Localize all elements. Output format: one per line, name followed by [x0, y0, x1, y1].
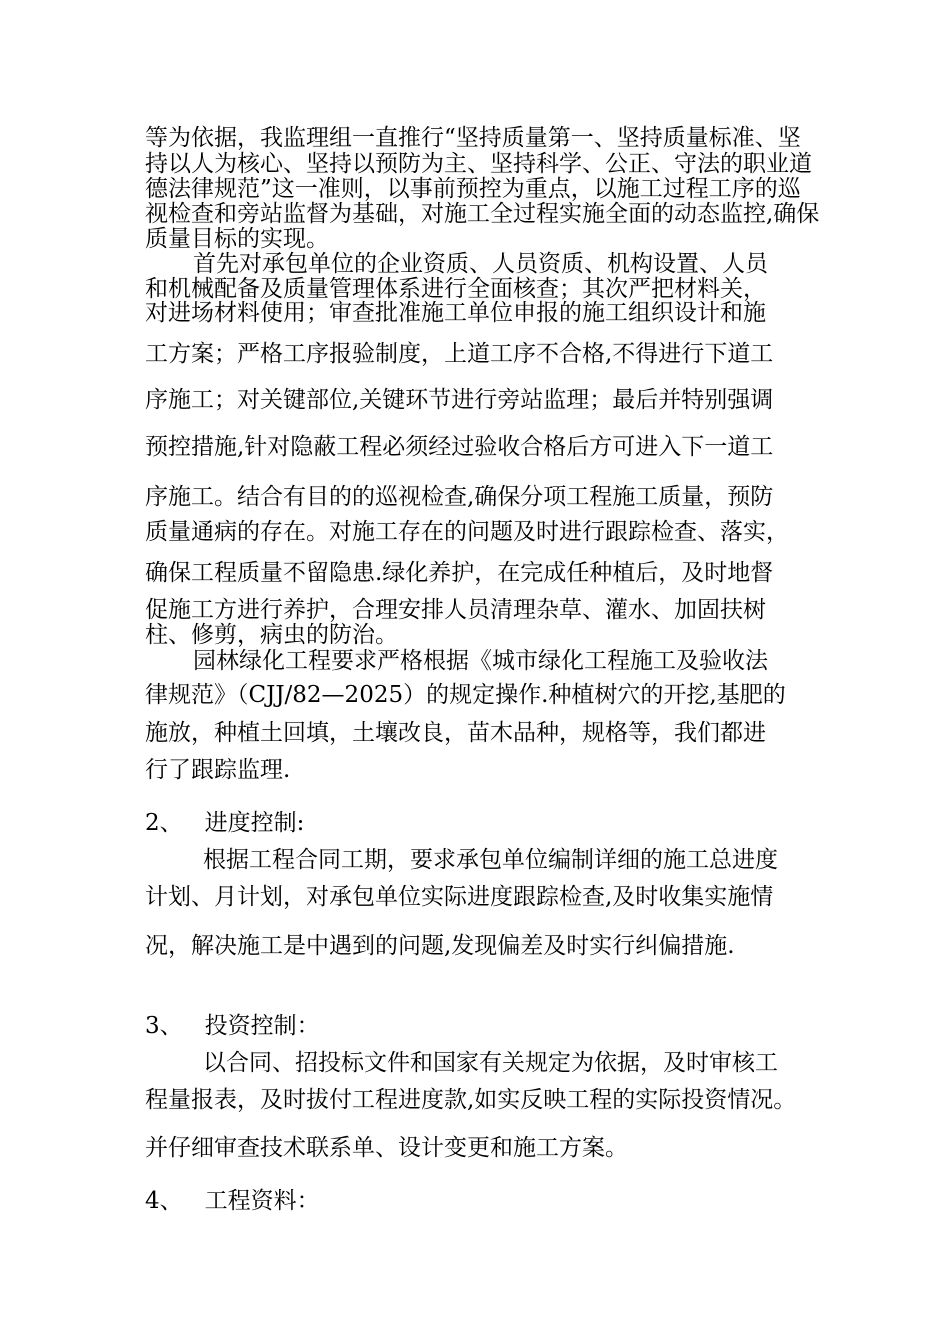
paragraph-line-7: 和机械配备及质量管理体系进行全面核查；其次严把材料关， [145, 276, 766, 302]
paragraph-line-27: 程量报表，及时拔付工程进度款,如实反映工程的实际投资情况。 [145, 1087, 797, 1113]
paragraph-line-3: 德法律规范”这一准则，以事前预控为重点，以施工过程工序的巡 [145, 176, 801, 202]
paragraph-line-16: 柱、修剪，病虫的防治。 [145, 622, 398, 648]
paragraph-line-14: 确保工程质量不留隐患.绿化养护，在完成任种植后，及时地督 [145, 560, 774, 586]
paragraph-line-24: 况，解决施工是中遇到的问题,发现偏差及时实行纠偏措施. [145, 933, 735, 959]
paragraph-line-19: 施放，种植土回填，土壤改良，苗木品种，规格等，我们都进 [145, 720, 766, 746]
paragraph-line-23: 计划、月计划，对承包单位实际进度跟踪检查,及时收集实施情 [145, 884, 774, 910]
paragraph-line-15: 促施工方进行养护，合理安排人员清理杂草、灌水、加固扶树 [145, 597, 766, 623]
paragraph-line-12: 序施工。结合有目的的巡视检查,确保分项工程施工质量，预防 [145, 484, 774, 510]
paragraph-line-4: 视检查和旁站监督为基础，对施工全过程实施全面的动态监控,确保 [145, 201, 820, 227]
section-heading-schedule: 2、 进度控制: [145, 810, 305, 836]
paragraph-line-18: 律规范》（CJJ/82—2025）的规定操作.种植树穴的开挖,基肥的 [145, 682, 786, 708]
paragraph-line-6: 首先对承包单位的企业资质、人员资质、机构设置、人员 [193, 251, 768, 277]
paragraph-line-11: 预控措施,针对隐蔽工程必须经过验收合格后方可进入下一道工 [145, 434, 774, 460]
section-heading-investment: 3、 投资控制： [145, 1013, 320, 1039]
paragraph-line-10: 序施工；对关键部位,关键环节进行旁站监理；最后并特别强调 [145, 387, 774, 413]
section-heading-records: 4、 工程资料： [145, 1188, 320, 1214]
paragraph-line-13: 质量通病的存在。对施工存在的问题及时进行跟踪检查、落实， [145, 519, 789, 545]
paragraph-line-26: 以合同、招投标文件和国家有关规定为依据，及时审核工 [203, 1050, 778, 1076]
paragraph-line-1: 等为依据，我监理组一直推行“坚持质量第一、坚持质量标准、坚 [145, 125, 801, 151]
paragraph-line-2: 持以人为核心、坚持以预防为主、坚持科学、公正、守法的职业道 [145, 151, 812, 177]
paragraph-line-8: 对进场材料使用；审查批准施工单位申报的施工组织设计和施 [145, 300, 766, 326]
paragraph-line-17: 园林绿化工程要求严格根据《城市绿化工程施工及验收法 [193, 648, 768, 674]
paragraph-line-28: 并仔细审查技术联系单、设计变更和施工方案。 [145, 1135, 628, 1161]
paragraph-line-5: 质量目标的实现。 [145, 226, 329, 252]
paragraph-line-22: 根据工程合同工期，要求承包单位编制详细的施工总进度 [203, 847, 778, 873]
paragraph-line-9: 工方案；严格工序报验制度，上道工序不合格,不得进行下道工 [145, 341, 774, 367]
paragraph-line-20: 行了跟踪监理. [145, 757, 291, 783]
